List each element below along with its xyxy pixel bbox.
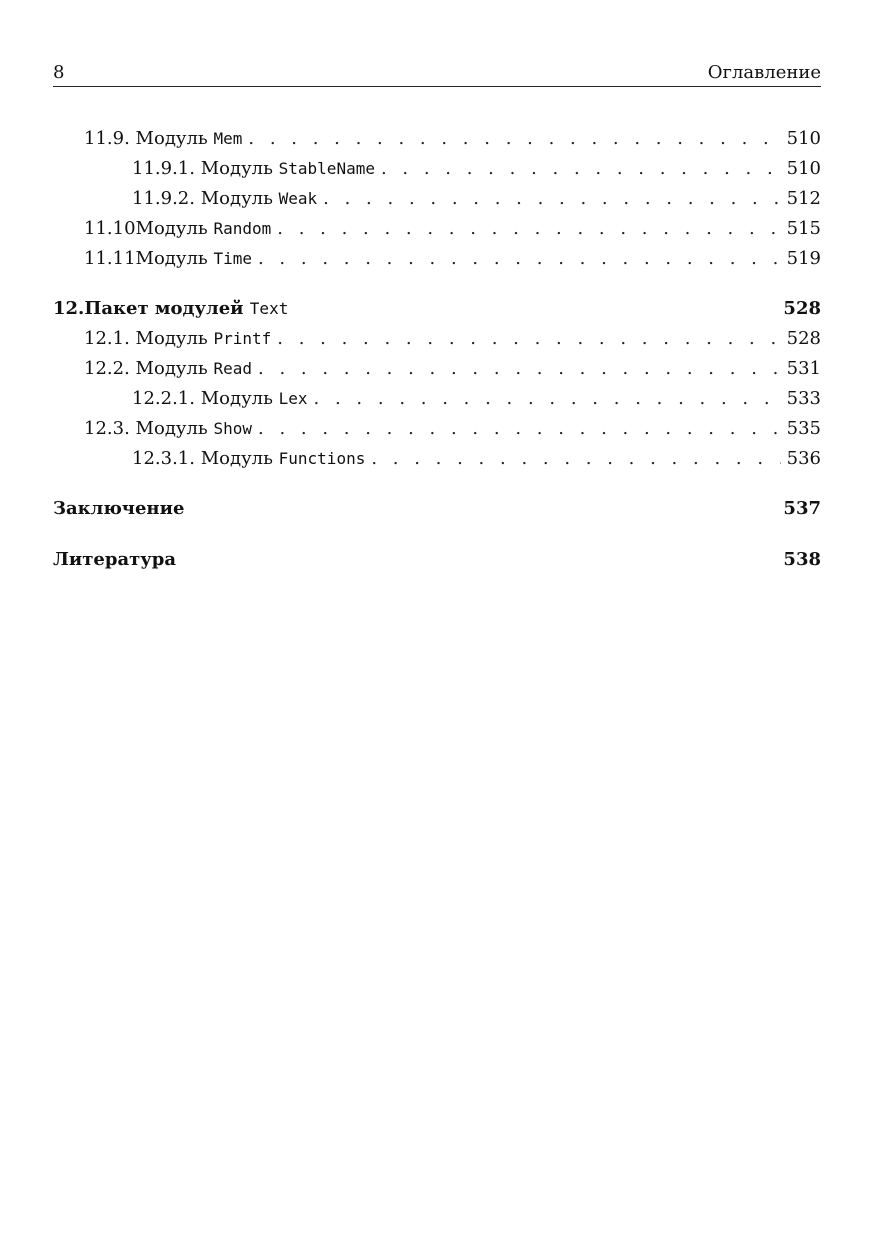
section-title: Модуль [200, 448, 273, 469]
section-number: 11.10 [84, 218, 136, 239]
dot-leader [248, 128, 780, 149]
dot-leader [314, 388, 781, 409]
toc-entry-11-11[interactable] [53, 248, 821, 278]
module-name: StableName [278, 159, 375, 178]
section-number: 12.2.1. [132, 388, 195, 409]
toc-entry-12-2[interactable] [53, 358, 821, 388]
dot-leader [371, 448, 780, 469]
module-name: Time [213, 249, 252, 268]
spacer [53, 278, 821, 298]
module-name: Printf [213, 329, 272, 348]
section-number: 11.11 [84, 248, 136, 269]
section-title: Модуль [135, 218, 208, 239]
page-ref: 515 [786, 218, 821, 239]
page-ref: 531 [786, 358, 821, 379]
toc-entry-12-1[interactable] [53, 328, 821, 358]
chapter-title: Литература [53, 549, 177, 570]
section-number: 11.9.2. [132, 188, 195, 209]
dot-leader [277, 218, 780, 239]
dot-leader [258, 418, 781, 439]
spacer [53, 478, 821, 498]
section-number: 11.9.1. [132, 158, 195, 179]
page-ref: 510 [786, 158, 821, 179]
page-ref: 519 [786, 248, 821, 269]
module-name: Show [213, 419, 252, 438]
dot-leader [323, 188, 780, 209]
page-ref: 535 [786, 418, 821, 439]
toc-entry-12-2-1[interactable] [53, 388, 821, 418]
page-ref: 528 [786, 328, 821, 349]
dot-leader [277, 328, 780, 349]
toc-entry-11-10[interactable] [53, 218, 821, 248]
page-ref: 537 [783, 498, 821, 519]
page-number: 8 [53, 62, 65, 83]
chapter-title: Заключение [53, 498, 185, 519]
module-name: Read [213, 359, 252, 378]
page-ref: 536 [786, 448, 821, 469]
page-ref: 510 [786, 128, 821, 149]
toc-entry-11-9[interactable] [53, 128, 821, 158]
page-ref: 512 [786, 188, 821, 209]
section-title: Модуль [200, 188, 273, 209]
chapter-number: 12. [53, 298, 85, 319]
toc-chapter-12[interactable] [53, 298, 821, 328]
toc-conclusion[interactable] [53, 498, 821, 528]
section-number: 12.3. [84, 418, 130, 439]
page-ref: 533 [786, 388, 821, 409]
toc-entry-11-9-1[interactable] [53, 158, 821, 188]
spacer [53, 528, 821, 549]
section-title: Модуль [135, 418, 208, 439]
page-ref: 528 [783, 298, 821, 319]
running-header [53, 60, 821, 87]
toc-entry-12-3-1[interactable] [53, 448, 821, 478]
section-title: Модуль [135, 328, 208, 349]
section-title: Модуль [135, 128, 208, 149]
section-title: Модуль [200, 158, 273, 179]
toc-entry-12-3[interactable] [53, 418, 821, 448]
package-name: Text [249, 299, 289, 318]
module-name: Random [213, 219, 272, 238]
section-number: 12.3.1. [132, 448, 195, 469]
toc-literature[interactable] [53, 549, 821, 579]
dot-leader [258, 248, 781, 269]
table-of-contents [53, 128, 821, 579]
section-number: 11.9. [84, 128, 130, 149]
module-name: Mem [213, 129, 243, 148]
section-title: Модуль [200, 388, 273, 409]
section-title: Модуль [135, 248, 208, 269]
dot-leader [381, 158, 781, 179]
module-name: Lex [278, 389, 308, 408]
section-title: Модуль [135, 358, 208, 379]
toc-entry-11-9-2[interactable] [53, 188, 821, 218]
module-name: Functions [278, 449, 366, 468]
dot-leader [258, 358, 781, 379]
section-number: 12.1. [84, 328, 130, 349]
running-title: Оглавление [707, 62, 821, 83]
page-ref: 538 [783, 549, 821, 570]
module-name: Weak [278, 189, 318, 208]
chapter-title: Пакет модулей [84, 298, 244, 319]
section-number: 12.2. [84, 358, 130, 379]
